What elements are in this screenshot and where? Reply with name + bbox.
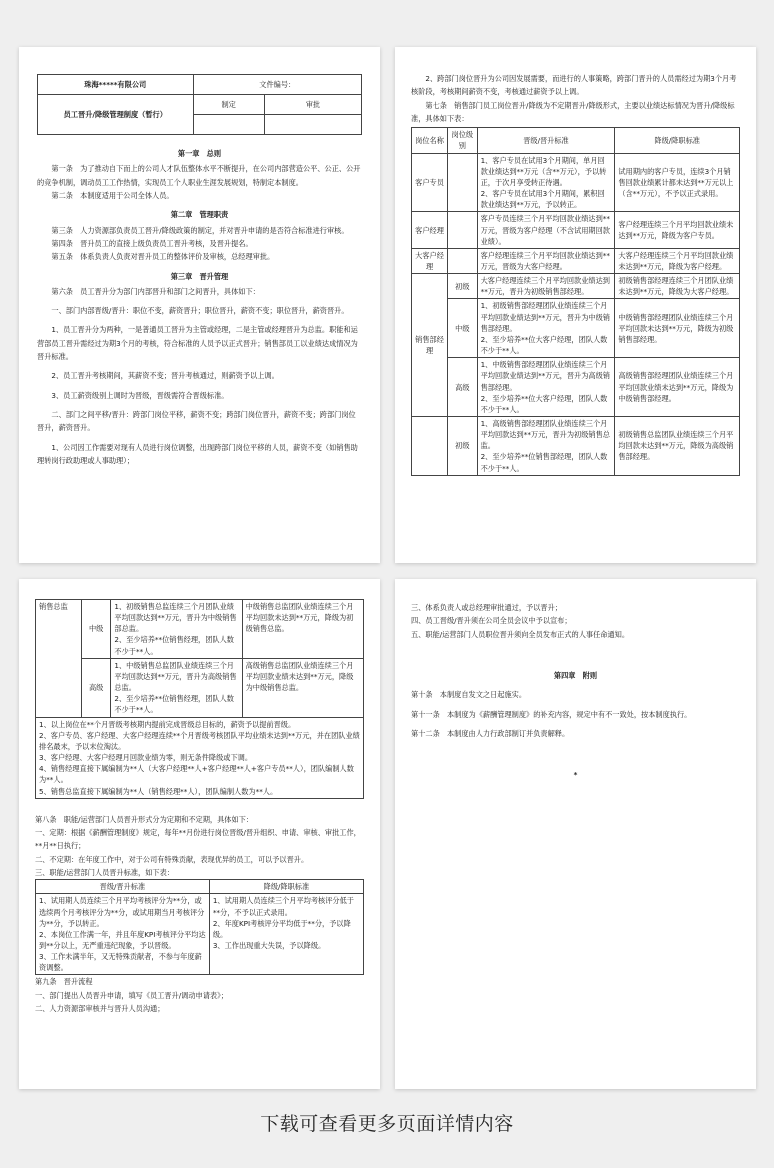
demotion-standard: 大客户经理连续三个月平均回款业绩未达到**万元，降级为客户经理。: [615, 248, 740, 273]
sales-promotion-table: [411, 127, 740, 476]
promotion-standard: 客户经理连续三个月平均回款业绩达到**万元，晋级为大客户经理。: [477, 248, 615, 273]
demotion-standard: 初级销售总监团队业绩连续三个月平均回款未达到**万元，降级为高级销售部经理。: [615, 417, 740, 476]
document-page-3: [19, 579, 380, 1089]
promotion-standard: 1、客户专员在试用3个月期间，单月回款业绩达到**万元（含**万元），予以转正，于次月享受转正待遇。 2、客户专员在试用3个月期间，累积回款业绩达到**万元，予以转正。: [477, 153, 615, 212]
table-row: [36, 658, 364, 717]
paragraph: 五、职能/运营部门人员职位晋升须向全员发布正式的人事任命通知。: [411, 629, 630, 639]
table-row: [412, 153, 740, 212]
demotion-standard: 试用期内的客户专员，连续3个月销售回款业绩累计都未达到**万元以上（含**万元），不予以正式录用。: [615, 153, 740, 212]
chapter-3-heading: 第三章 晋升管理: [170, 271, 229, 281]
demotion-standard: 高级销售总监团队业绩连续三个月平均回款业绩未达到**万元，降级为中级销售总监。: [242, 658, 363, 717]
article-2: 第二条 本制度适用于公司全体人员。: [51, 190, 174, 200]
article-8: 第八条 职能/运营部门人员晋升形式分为定期和不定期，具体如下：: [35, 814, 254, 824]
promotion-standard: 1、高级销售部经理团队业绩连续三个月平均回款达到**万元，晋升为初级销售总监。 2、至少培养**位销售部经理，团队人数不少于**人。: [477, 417, 615, 476]
table-row: [412, 358, 740, 417]
position-name: 销售总监: [36, 600, 82, 718]
document-page-1: [19, 47, 380, 563]
company-name: 珠海*****有限公司: [38, 75, 194, 95]
article-6: 第六条 员工晋升分为部门内部晋升和部门之间晋升，具体如下：: [51, 286, 260, 296]
position-name: 客户专员: [412, 153, 448, 212]
paragraph: 3、员工薪资级别上调时为晋级，晋级需符合晋级标准。: [51, 390, 229, 400]
table-header: 岗位名称: [412, 128, 448, 153]
position-name: 客户经理: [412, 212, 448, 248]
sales-director-table: [35, 599, 364, 799]
download-more-pages-link[interactable]: 下载可查看更多页面详情内容: [260, 1113, 514, 1135]
article-7: 第七条 销售部门员工岗位晋升/降级为不定期晋升/降级形式，主要以业绩达标情况为晋升/降级标准，具体如下表：: [411, 100, 735, 123]
position-level: 高级: [81, 658, 111, 717]
table-row: [412, 299, 740, 358]
chapter-2-heading: 第二章 管理职责: [170, 210, 229, 220]
document-page-4: [395, 579, 756, 1089]
paragraph: 四、员工晋级/晋升须在公司全员会议中予以宣布；: [411, 616, 572, 626]
document-header-table: [37, 74, 362, 135]
made-cell: [193, 115, 264, 135]
article-3: 第三条 人力资源部负责员工晋升/降级政策的制定，并对晋升申请的是否符合标准进行审核。: [51, 225, 349, 235]
position-level: 初级: [448, 417, 478, 476]
paragraph: 1、公司因工作需要对现有人员进行岗位调整，出现跨部门岗位平移的人员，薪资不变（如销售助理转岗行政助理或人事助理）；: [37, 442, 358, 465]
article-1: 第一条 为了推动自下而上的公司人才队伍整体水平不断提升，在公司内部营造公平、公正、公开的竞争机制，调动员工工作热情，实现员工个人职业生涯发展规划，特制定本制度。: [37, 164, 361, 187]
demotion-standard: 高级销售部经理团队业绩连续三个月平均回款业绩未达到**万元，降级为中级销售部经理。: [615, 358, 740, 417]
paragraph: 一、部门提出人员晋升申请，填写《员工晋升/调动申请表》；: [35, 990, 228, 1000]
table-row: [412, 417, 740, 476]
table-row: [36, 894, 364, 975]
position-level: 中级: [448, 299, 478, 358]
paragraph: 二、人力资源部审核并与晋升人员沟通；: [35, 1004, 165, 1014]
paragraph: 三、体系负责人或总经理审批通过，予以晋升；: [411, 603, 562, 612]
demotion-standard: 1、试用期人员连续三个月平均考核评分低于**分，不予以正式录用。 2、年度KPI考核评分平均低于**分，予以降级。 3、工作出现重大失误，予以降级。: [209, 894, 363, 975]
position-name: 销售部经理: [412, 274, 448, 417]
table-header: 岗位级别: [448, 128, 478, 153]
article-12: 第十二条 本制度由人力行政部制订并负责解释。: [411, 728, 570, 738]
paragraph: 二、不定期：在年度工作中，对于公司有特殊贡献，表现优异的员工，可以予以晋升。: [35, 854, 309, 864]
table-row: [36, 717, 364, 798]
paragraph: 二、部门之间平移/晋升：跨部门岗位平移，薪资不变；跨部门岗位晋升，薪资不变；跨部门岗位晋升，薪资晋升。: [37, 410, 356, 433]
promotion-standard: 大客户经理连续三个月平均回款业绩达到**万元，晋升为初级销售部经理。: [477, 274, 615, 299]
approve-label: 审批: [264, 95, 361, 115]
article-10: 第十条 本制度自发文之日起施实。: [411, 690, 527, 700]
promotion-standard: 1、中级销售总监团队业绩连续三个月平均回款达到**万元，晋升为高级销售总监。 2、至少培养**位销售经理，团队人数不少于**人。: [111, 658, 242, 717]
position-level: 高级: [448, 358, 478, 417]
paragraph: 2、员工晋升考核期间，其薪资不变；晋升考核通过，则薪资予以上调。: [51, 371, 279, 381]
chapter-4-heading: 第四章 附则: [553, 670, 598, 680]
table-row: [36, 600, 364, 659]
promotion-standard: 1、初级销售总监连续三个月团队业绩平均回款达到**万元，晋升为中级销售部总监。 2、至少培养**位销售经理，团队人数不少于**人。: [111, 600, 242, 659]
paragraph: 一、定期：根据《薪酬管理制度》规定，每年**月份进行岗位晋级/晋升组织、申请、审核、审批工作，**月**日执行；: [35, 827, 361, 851]
table-notes: 1、以上岗位在**个月晋级考核期内提前完成晋级总目标的，薪资予以提前晋级。 2、客户专员、客户经理、大客户经理连续**个月晋级考核团队平均业绩未达到**万元，并在团队业绩排名最末，予以末位淘汰。 3、客户经理、大客户经理月回款业绩为零，则无条件降级或下调。 4、销售经理直接下属编制为**人（大客户经理**人+客户经理**人+客户专员**人），团队编制人数为**人。 5、销售总监直接下属编制为**人（销售经理**人），团队编制人数为**人。: [36, 717, 364, 798]
article-5: 第五条 体系负责人负责对晋升员工的整体评价及审核，总经理审批。: [51, 252, 275, 262]
position-name: 大客户经理: [412, 248, 448, 273]
promotion-standard: 1、试用期人员连续三个月平均考核评分为**分，或选续两个月考核评分为**分，或试用期当月考核评分为**分，予以转正。 2、本岗位工作满一年，并且年度KPI考核评分平均达到**分以上，无严重违纪现象，予以晋级。 3、工作未满半年，又无特殊贡献者，不参与年度薪资调整。: [36, 894, 210, 975]
paragraph: 2、跨部门岗位晋升为公司因发展需要，而进行的人事策略，跨部门晋升的人员需经过为期3个月考核阶段，考核期间薪资不变，考核通过薪资予以上调。: [411, 74, 737, 97]
table-header: 晋级/晋升标准: [36, 880, 210, 894]
paragraph: 三、职能/运营部门人员晋升标准，如下表：: [35, 867, 174, 877]
table-row: [412, 274, 740, 299]
table-header: 降级/降职标准: [209, 880, 363, 894]
promotion-standard: 客户专员连续三个月平均回款业绩达到**万元，晋级为客户经理（不含试用期回款业绩）。: [477, 212, 615, 248]
chapter-1-heading: 第一章 总则: [177, 149, 222, 158]
table-header: 降级/降职标准: [615, 128, 740, 153]
demotion-standard: 客户经理连续三个月平均回款业绩未达到**万元，降级为客户专员。: [615, 212, 740, 248]
table-header: 晋级/晋升标准: [477, 128, 615, 153]
article-11: 第十一条 本制度为《薪酬管理制度》的补充内容，规定中有不一致处，按本制度执行。: [411, 709, 692, 719]
doc-number-label: 文件编号：: [193, 75, 361, 95]
article-4: 第四条 晋升员工的直接上级负责员工晋升考核，及晋升提名。: [51, 238, 253, 248]
table-row: [412, 248, 740, 273]
doc-title: 员工晋升/降级管理制度（暂行）: [38, 95, 194, 135]
paragraph: 1、员工晋升分为两种，一是普通员工晋升为主管或经理，二是主管或经理晋升为总监。职能和运营部员工晋升需经过为期3个月的考核，符合标准的人员予以正式晋升；销售部员工以业绩达成情况为晋升标准。: [37, 325, 358, 362]
approve-cell: [264, 115, 361, 135]
position-level: 中级: [81, 600, 111, 659]
document-page-2: [395, 47, 756, 563]
made-label: 制定: [193, 95, 264, 115]
paragraph: 一、部门内部晋级/晋升：职位不变，薪资晋升；职位晋升，薪资不变；职位晋升，薪资晋升。: [51, 306, 349, 316]
functional-staff-table: [35, 879, 364, 975]
promotion-standard: 1、中级销售部经理团队业绩连续三个月平均回款业绩达到**万元，晋升为高级销售部经理。 2、至少培养**位大客户经理，团队人数不少于**人。: [477, 358, 615, 417]
promotion-standard: 1、初级销售部经理团队业绩连续三个月平均回款业绩达到**万元，晋升为中级销售部经理。 2、至少培养**位大客户经理，团队人数不少于**人。: [477, 299, 615, 358]
table-row: [412, 212, 740, 248]
demotion-standard: 初级销售部经理连续三个月团队业绩未达到**万元，降级为大客户经理。: [615, 274, 740, 299]
article-9: 第九条 晋升流程: [35, 977, 93, 987]
position-level: 初级: [448, 274, 478, 299]
demotion-standard: 中级销售总监团队业绩连续三个月平均回款未达到**万元，降级为初级销售总监。: [242, 600, 363, 659]
end-mark: *: [573, 770, 578, 780]
demotion-standard: 中级销售部经理团队业绩连续三个月平均回款未达到**万元，降级为初级销售部经理。: [615, 299, 740, 358]
